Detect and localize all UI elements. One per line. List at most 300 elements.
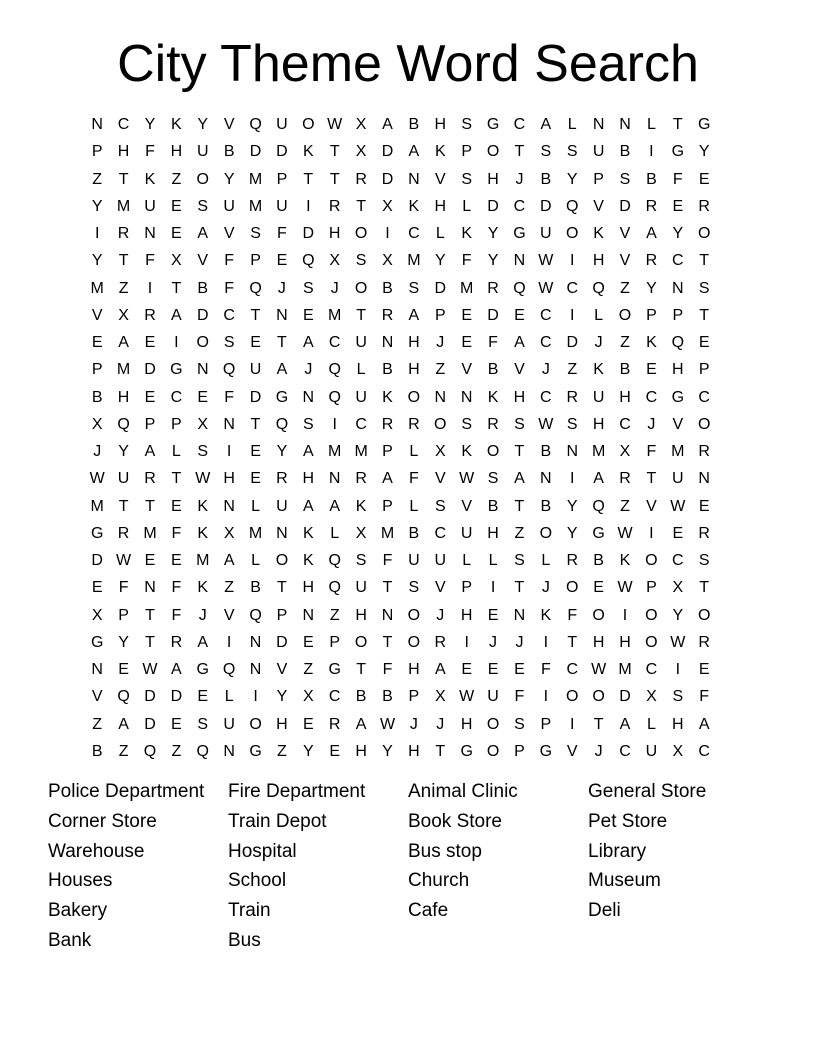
grid-letter: L: [488, 552, 498, 569]
grid-letter: J: [436, 715, 445, 733]
grid-letter: X: [223, 524, 235, 542]
grid-letter: U: [460, 524, 473, 542]
grid-letter: M: [591, 443, 606, 460]
grid-letter: U: [355, 388, 367, 406]
grid-letter: F: [488, 334, 498, 351]
grid-letter: G: [328, 661, 341, 678]
grid-letter: M: [90, 279, 104, 297]
grid-letter: R: [645, 197, 658, 215]
grid-letter: H: [276, 715, 288, 733]
grid-letter: H: [170, 143, 183, 161]
grid-letter: M: [380, 524, 395, 542]
grid-letter: A: [619, 715, 631, 733]
grid-letter: J: [277, 279, 286, 297]
grid-letter: I: [543, 688, 549, 706]
grid-letter: O: [407, 606, 421, 624]
grid-letter: C: [566, 661, 578, 678]
grid-letter: T: [699, 579, 710, 597]
grid-letter: H: [302, 579, 315, 597]
grid-letter: R: [328, 715, 341, 733]
grid-letter: S: [619, 170, 631, 188]
word-list-item: Church: [408, 870, 470, 892]
grid-letter: V: [461, 497, 472, 515]
grid-letter: W: [195, 470, 211, 488]
grid-letter: N: [381, 334, 394, 351]
grid-letter: L: [251, 552, 260, 569]
grid-letter: V: [434, 470, 446, 488]
grid-letter: E: [329, 742, 341, 760]
grid-letter: W: [89, 470, 105, 488]
grid-letter: C: [645, 661, 658, 678]
grid-letter: C: [619, 415, 631, 433]
grid-letter: P: [144, 415, 156, 433]
grid-letter: A: [302, 334, 314, 351]
grid-letter: Y: [434, 252, 446, 270]
grid-letter: I: [490, 579, 496, 597]
grid-letter: B: [593, 552, 604, 569]
grid-letter: N: [91, 116, 103, 133]
grid-letter: T: [672, 116, 683, 133]
grid-letter: N: [196, 361, 209, 379]
grid-letter: V: [646, 497, 657, 515]
grid-letter: M: [143, 524, 157, 542]
grid-letter: L: [435, 225, 445, 242]
grid-letter: B: [382, 279, 393, 297]
grid-letter: Y: [144, 116, 156, 133]
grid-letter: E: [487, 606, 499, 624]
grid-letter: C: [328, 334, 341, 351]
grid-letter: J: [330, 279, 339, 297]
grid-letter: X: [382, 252, 393, 270]
grid-letter: E: [461, 334, 472, 351]
grid-letter: H: [619, 633, 631, 651]
grid-letter: Q: [513, 279, 526, 297]
grid-letter: U: [223, 715, 235, 733]
grid-letter: D: [540, 197, 552, 215]
grid-letter: A: [408, 306, 420, 324]
grid-letter: J: [436, 334, 445, 351]
grid-letter: C: [619, 742, 631, 760]
grid-letter: H: [460, 606, 473, 624]
grid-letter: F: [224, 279, 235, 297]
grid-letter: N: [249, 661, 262, 678]
grid-letter: A: [646, 225, 657, 242]
grid-letter: B: [91, 742, 103, 760]
grid-letter: Y: [91, 252, 103, 270]
grid-letter: B: [487, 361, 499, 379]
grid-letter: F: [382, 552, 393, 569]
grid-letter: X: [434, 443, 446, 460]
grid-letter: Q: [196, 742, 209, 760]
grid-letter: V: [434, 170, 446, 188]
grid-letter: M: [248, 170, 263, 188]
grid-letter: A: [144, 443, 156, 460]
grid-letter: S: [540, 143, 552, 161]
grid-letter: L: [462, 197, 472, 215]
grid-letter: P: [276, 606, 288, 624]
grid-letter: E: [171, 715, 182, 733]
grid-letter: A: [540, 116, 552, 133]
word-list-item: Train: [228, 900, 271, 922]
grid-letter: R: [698, 633, 710, 651]
grid-letter: H: [355, 742, 367, 760]
grid-letter: L: [594, 306, 604, 324]
grid-letter: F: [461, 252, 472, 270]
grid-letter: H: [619, 388, 631, 406]
grid-letter: J: [93, 443, 102, 460]
word-list-item: Houses: [48, 870, 113, 892]
grid-letter: O: [539, 524, 553, 542]
grid-letter: Z: [620, 497, 630, 515]
grid-letter: A: [302, 497, 314, 515]
word-list-item: General Store: [588, 781, 707, 802]
grid-letter: N: [223, 415, 235, 433]
grid-letter: H: [434, 116, 447, 133]
grid-letter: J: [515, 633, 524, 651]
grid-letter: B: [355, 688, 367, 706]
grid-letter: J: [304, 361, 313, 379]
grid-letter: I: [649, 143, 654, 161]
grid-letter: X: [197, 415, 209, 433]
grid-letter: H: [487, 524, 499, 542]
grid-letter: J: [541, 361, 550, 379]
grid-letter: S: [197, 443, 209, 460]
grid-letter: Q: [328, 361, 341, 379]
grid-letter: K: [408, 197, 420, 215]
grid-letter: Q: [222, 361, 236, 379]
grid-letter: E: [171, 552, 182, 569]
grid-letter: Z: [567, 361, 578, 379]
grid-letter: I: [174, 334, 179, 351]
grid-letter: R: [434, 633, 447, 651]
grid-letter: X: [382, 197, 393, 215]
grid-letter: O: [697, 606, 711, 624]
word-list-item: Library: [588, 840, 647, 862]
grid-letter: N: [408, 170, 420, 188]
grid-letter: S: [197, 197, 209, 215]
grid-letter: T: [356, 661, 366, 678]
grid-letter: V: [593, 197, 604, 215]
grid-letter: C: [540, 306, 552, 324]
grid-letter: T: [277, 579, 287, 597]
grid-letter: E: [91, 334, 103, 351]
grid-letter: T: [514, 443, 525, 460]
grid-letter: C: [698, 388, 710, 406]
grid-letter: K: [197, 579, 209, 597]
grid-letter: I: [226, 633, 232, 651]
grid-letter: Y: [672, 606, 684, 624]
grid-letter: P: [276, 170, 288, 188]
grid-letter: J: [436, 606, 445, 624]
grid-letter: M: [116, 361, 131, 379]
grid-letter: Q: [249, 279, 262, 297]
grid-letter: F: [118, 579, 129, 597]
grid-letter: B: [197, 279, 209, 297]
grid-letter: G: [592, 524, 605, 542]
grid-letter: K: [382, 388, 393, 406]
word-list: [48, 779, 768, 958]
grid-letter: N: [381, 606, 394, 624]
grid-letter: R: [144, 306, 156, 324]
grid-letter: O: [302, 116, 315, 133]
grid-letter: P: [593, 170, 604, 188]
grid-letter: O: [486, 443, 500, 460]
grid-letter: O: [486, 715, 500, 733]
grid-letter: V: [619, 225, 631, 242]
grid-letter: K: [461, 443, 472, 460]
grid-letter: Z: [224, 579, 235, 597]
grid-letter: O: [592, 688, 605, 706]
grid-letter: Y: [646, 279, 657, 297]
grid-letter: Q: [249, 116, 262, 133]
grid-letter: V: [566, 742, 578, 760]
grid-letter: E: [91, 579, 103, 597]
grid-letter: I: [570, 715, 575, 733]
grid-letter: E: [698, 334, 710, 351]
grid-letter: P: [171, 415, 182, 433]
grid-letter: A: [408, 143, 420, 161]
grid-letter: S: [355, 252, 367, 270]
grid-letter: C: [698, 742, 710, 760]
grid-letter: H: [487, 170, 499, 188]
grid-letter: H: [592, 415, 605, 433]
grid-letter: B: [223, 143, 235, 161]
grid-letter: H: [117, 388, 130, 406]
grid-letter: I: [253, 688, 258, 706]
grid-letter: O: [354, 225, 368, 242]
grid-letter: A: [197, 225, 209, 242]
grid-letter: S: [698, 552, 710, 569]
grid-letter: E: [461, 306, 472, 324]
grid-letter: E: [171, 497, 182, 515]
grid-letter: U: [223, 197, 235, 215]
grid-letter: K: [434, 143, 446, 161]
grid-letter: U: [540, 225, 552, 242]
grid-letter: M: [354, 443, 368, 460]
grid-letter: R: [698, 443, 710, 460]
grid-letter: P: [118, 606, 129, 624]
grid-letter: R: [698, 197, 710, 215]
grid-letter: W: [617, 524, 633, 542]
grid-letter: H: [408, 742, 420, 760]
grid-letter: N: [276, 524, 288, 542]
grid-letter: N: [144, 579, 156, 597]
grid-letter: Y: [118, 633, 129, 651]
grid-letter: D: [434, 279, 447, 297]
grid-letter: Z: [329, 606, 340, 624]
grid-letter: K: [355, 497, 367, 515]
grid-letter: L: [171, 443, 181, 460]
grid-letter: B: [382, 688, 393, 706]
grid-letter: T: [145, 606, 155, 624]
grid-letter: H: [408, 334, 420, 351]
grid-letter: B: [250, 579, 261, 597]
grid-letter: G: [90, 633, 104, 651]
grid-letter: K: [171, 116, 182, 133]
grid-letter: N: [592, 116, 605, 133]
grid-letter: B: [408, 524, 420, 542]
grid-letter: T: [699, 306, 710, 324]
grid-letter: L: [567, 116, 577, 133]
grid-letter: Y: [566, 524, 578, 542]
grid-letter: F: [145, 252, 155, 270]
grid-letter: V: [672, 415, 684, 433]
grid-letter: X: [329, 252, 341, 270]
grid-letter: T: [303, 170, 314, 188]
grid-letter: T: [171, 279, 182, 297]
grid-letter: D: [91, 552, 103, 569]
grid-letter: K: [197, 497, 209, 515]
grid-letter: J: [198, 606, 207, 624]
grid-letter: Y: [302, 742, 314, 760]
grid-letter: O: [645, 633, 658, 651]
grid-letter: E: [672, 197, 684, 215]
grid-letter: X: [355, 116, 367, 133]
grid-letter: W: [538, 252, 554, 270]
grid-letter: N: [302, 388, 315, 406]
grid-letter: D: [487, 306, 499, 324]
grid-letter: Z: [277, 742, 287, 760]
grid-letter: S: [197, 715, 209, 733]
grid-letter: T: [329, 143, 340, 161]
word-list-item: Deli: [588, 900, 621, 922]
grid-letter: T: [118, 170, 129, 188]
page-title: City Theme Word Search: [117, 35, 699, 93]
grid-letter: B: [540, 443, 552, 460]
grid-letter: T: [277, 334, 287, 351]
grid-letter: A: [382, 470, 393, 488]
grid-letter: H: [408, 661, 420, 678]
grid-letter: O: [407, 633, 421, 651]
grid-letter: T: [356, 197, 366, 215]
grid-letter: Y: [118, 443, 129, 460]
grid-letter: N: [566, 443, 578, 460]
grid-letter: O: [486, 742, 500, 760]
grid-letter: E: [118, 661, 129, 678]
grid-letter: U: [249, 361, 262, 379]
grid-letter: F: [699, 688, 710, 706]
grid-letter: P: [91, 361, 103, 379]
grid-letter: R: [117, 524, 130, 542]
grid-letter: I: [226, 443, 232, 460]
grid-letter: D: [144, 688, 156, 706]
grid-letter: V: [223, 116, 235, 133]
grid-letter: G: [275, 388, 289, 406]
grid-letter: O: [697, 415, 711, 433]
grid-letter: Y: [566, 497, 578, 515]
grid-letter: K: [540, 606, 552, 624]
word-list-item: Pet Store: [588, 810, 668, 832]
grid-letter: G: [196, 661, 209, 678]
grid-letter: P: [514, 742, 525, 760]
grid-letter: R: [355, 470, 367, 488]
grid-letter: P: [91, 143, 103, 161]
grid-letter: T: [382, 633, 393, 651]
grid-letter: E: [672, 524, 684, 542]
grid-letter: I: [649, 524, 654, 542]
grid-letter: T: [118, 497, 129, 515]
grid-letter: O: [486, 143, 500, 161]
grid-letter: O: [407, 388, 421, 406]
grid-letter: K: [593, 361, 604, 379]
grid-letter: E: [197, 688, 209, 706]
grid-letter: M: [248, 524, 263, 542]
grid-letter: V: [514, 361, 525, 379]
grid-letter: I: [543, 633, 549, 651]
grid-letter: V: [91, 306, 103, 324]
grid-letter: I: [306, 197, 311, 215]
grid-letter: Q: [328, 552, 341, 569]
grid-letter: N: [91, 661, 103, 678]
grid-letter: F: [567, 606, 578, 624]
grid-letter: N: [249, 633, 262, 651]
grid-letter: W: [538, 279, 554, 297]
grid-letter: T: [145, 633, 155, 651]
grid-letter: D: [144, 361, 156, 379]
grid-letter: C: [672, 552, 684, 569]
grid-letter: E: [698, 497, 710, 515]
grid-letter: D: [249, 388, 262, 406]
grid-letter: D: [302, 225, 315, 242]
grid-letter: K: [302, 524, 314, 542]
grid-letter: I: [94, 225, 100, 242]
grid-letter: R: [698, 524, 710, 542]
grid-letter: S: [302, 415, 314, 433]
grid-letter: B: [408, 116, 420, 133]
grid-letter: X: [646, 688, 657, 706]
grid-letter: I: [332, 415, 337, 433]
grid-letter: O: [618, 306, 632, 324]
grid-letter: U: [196, 143, 209, 161]
grid-letter: U: [645, 742, 658, 760]
grid-letter: I: [464, 633, 469, 651]
grid-letter: N: [672, 279, 684, 297]
grid-letter: M: [328, 443, 342, 460]
grid-letter: L: [356, 361, 366, 379]
grid-letter: A: [118, 334, 129, 351]
grid-letter: A: [118, 715, 129, 733]
grid-letter: D: [566, 334, 578, 351]
grid-letter: C: [223, 306, 235, 324]
grid-letter: T: [250, 306, 261, 324]
grid-letter: I: [570, 252, 575, 270]
grid-letter: G: [486, 116, 500, 133]
grid-letter: H: [117, 143, 130, 161]
grid-letter: O: [275, 552, 289, 569]
grid-letter: B: [91, 388, 103, 406]
grid-letter: U: [434, 552, 447, 569]
grid-letter: Q: [566, 197, 579, 215]
grid-letter: A: [329, 497, 341, 515]
grid-letter: S: [408, 279, 420, 297]
grid-letter: B: [487, 497, 499, 515]
grid-letter: Z: [92, 715, 103, 733]
grid-letter: P: [540, 715, 552, 733]
grid-letter: P: [408, 688, 420, 706]
grid-letter: T: [514, 497, 525, 515]
grid-letter: C: [328, 688, 341, 706]
grid-letter: K: [461, 225, 472, 242]
grid-letter: D: [276, 633, 288, 651]
grid-letter: K: [144, 170, 156, 188]
grid-letter: F: [514, 688, 525, 706]
grid-letter: S: [461, 415, 472, 433]
grid-letter: S: [223, 334, 235, 351]
grid-letter: H: [355, 606, 367, 624]
grid-letter: F: [408, 470, 419, 488]
grid-letter: U: [592, 143, 605, 161]
grid-letter: C: [540, 388, 552, 406]
